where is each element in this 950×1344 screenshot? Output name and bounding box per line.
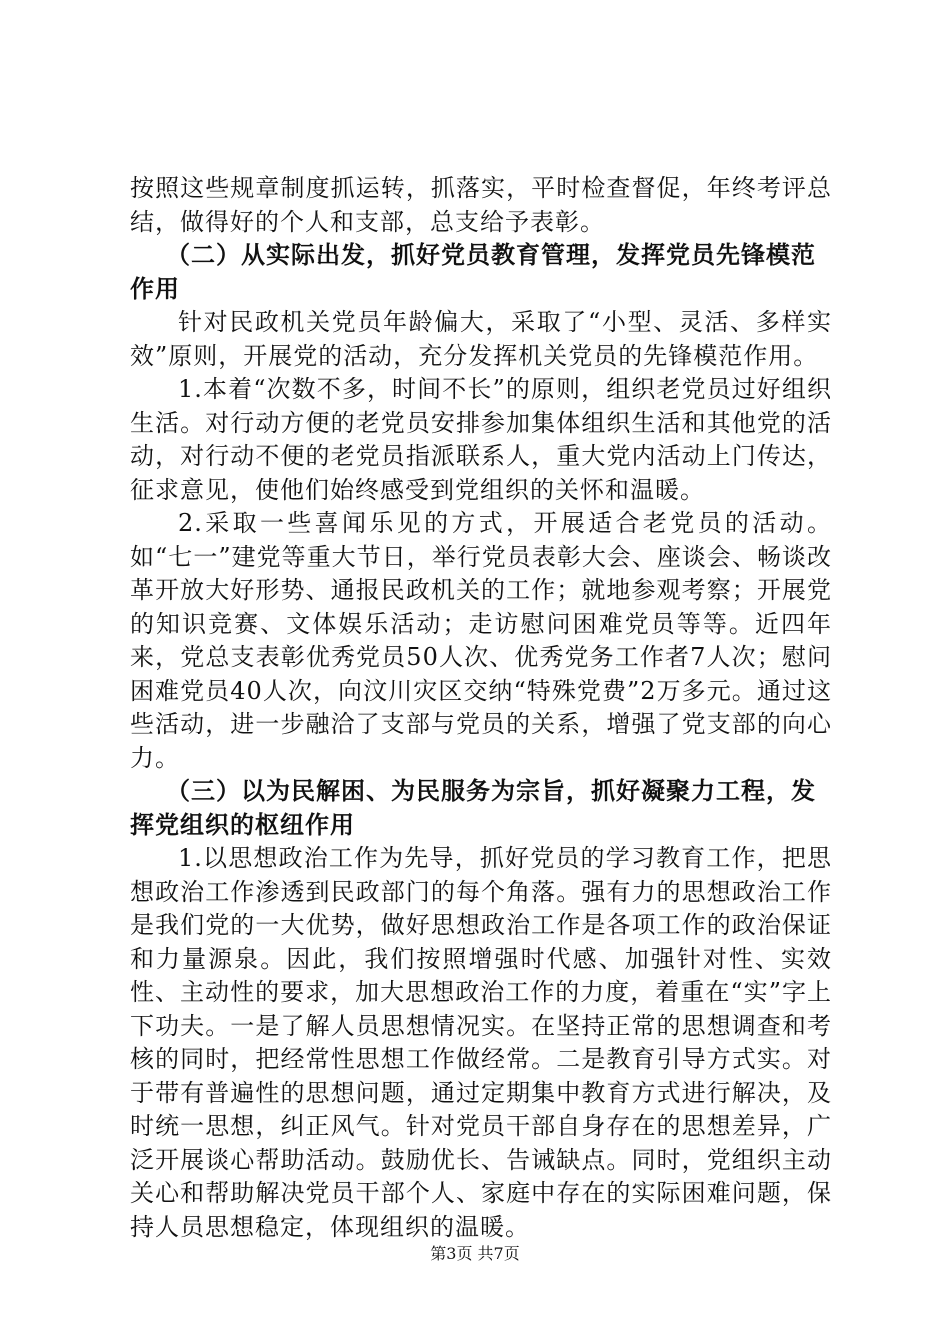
document-body	[130, 172, 832, 1244]
paragraph-item-1: 1.本着“次数不多，时间不长”的原则，组织老党员过好组织生活。对行动方便的老党员安排参加集体组织生活和其他党的活动，对行动不便的老党员指派联系人，重大党内活动上门传达，征求意见，使他们始终感受到党组织的关怀和温暖。	[130, 375, 832, 504]
paragraph-item-2: 2.采取一些喜闻乐见的方式，开展适合老党员的活动。如“七一”建党等重大节日，举行党员表彰大会、座谈会、畅谈改革开放大好形势、通报民政机关的工作；就地参观考察；开展党的知识竞赛、文体娱乐活动；走访慰问困难党员等等。近四年来，党总支表彰优秀党员50人次、优秀党务工作者7人次；慰问困难党员40人次，向汶川灾区交纳“特殊党费”2万多元。通过这些活动，进一步融洽了支部与党员的关系，增强了党支部的向心力。	[130, 509, 832, 772]
page-footer: 第3页 共7页	[430, 1244, 520, 1263]
section-heading-three: （三）以为民解困、为民服务为宗旨，抓好凝聚力工程，发挥党组织的枢纽作用	[130, 777, 816, 839]
section-heading-two: （二）从实际出发，抓好党员教育管理，发挥党员先锋模范作用	[130, 241, 816, 303]
paragraph-item-3: 1.以思想政治工作为先导，抓好党员的学习教育工作，把思想政治工作渗透到民政部门的每个角落。强有力的思想政治工作是我们党的一大优势，做好思想政治工作是各项工作的政治保证和力量源泉。因此，我们按照增强时代感、加强针对性、实效性、主动性的要求，加大思想政治工作的力度，着重在“实”字上下功夫。一是了解人员思想情况实。在坚持正常的思想调查和考核的同时，把经常性思想工作做经常。二是教育引导方式实。对于带有普遍性的思想问题，通过定期集中教育方式进行解决，及时统一思想，纠正风气。针对党员干部自身存在的思想差异，广泛开展谈心帮助活动。鼓励优长、告诫缺点。同时，党组织主动关心和帮助解决党员干部个人、家庭中存在的实际困难问题，保持人员思想稳定，体现组织的温暖。	[130, 844, 832, 1241]
paragraph-intro: 针对民政机关党员年龄偏大，采取了“小型、灵活、多样实效”原则，开展党的活动，充分发挥机关党员的先锋模范作用。	[130, 308, 832, 370]
paragraph-continuation: 按照这些规章制度抓运转，抓落实，平时检查督促，年终考评总结，做得好的个人和支部，总支给予表彰。	[130, 174, 832, 236]
